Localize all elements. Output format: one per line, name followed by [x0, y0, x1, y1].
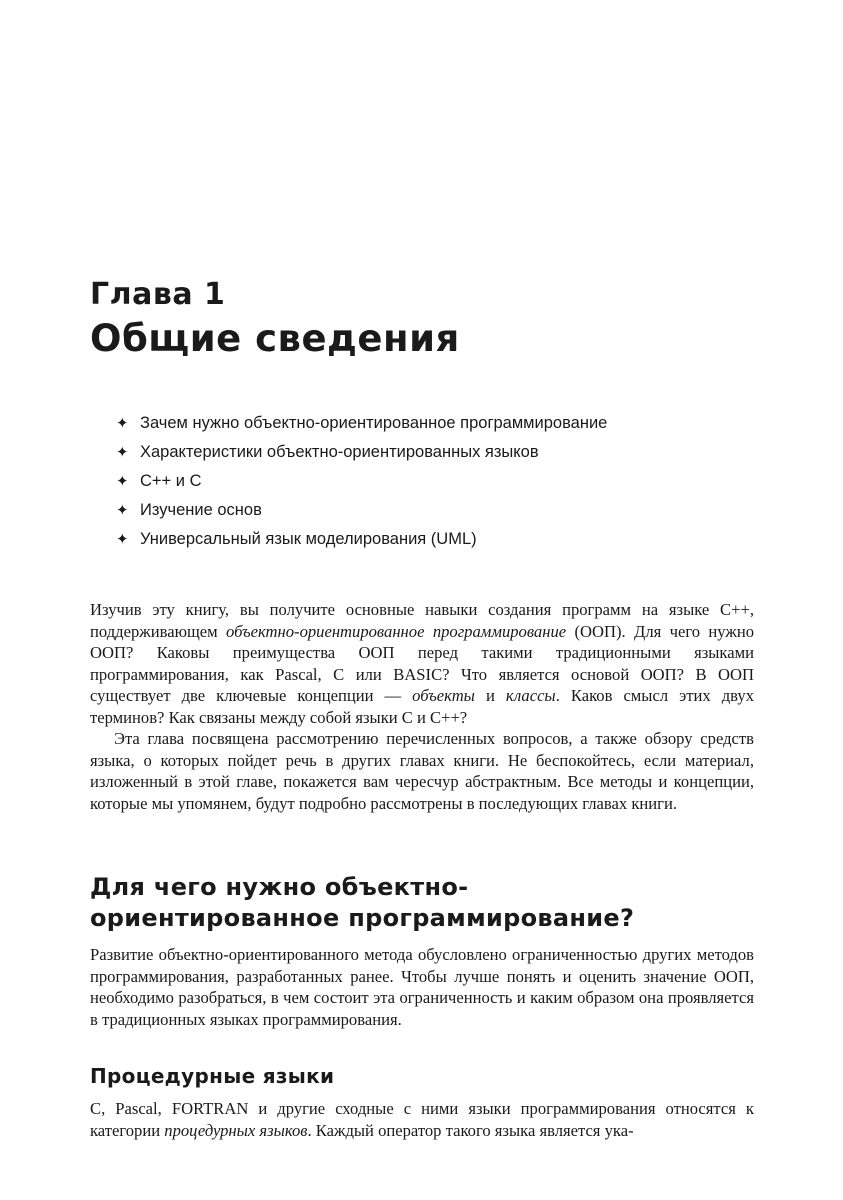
text-run: С, Pascal, FORTRAN и другие сходные с ними языки программирования относятся к категории — [90, 1099, 754, 1140]
intro-paragraph-1 — [90, 599, 754, 728]
text-run: (ООП). Для чего нужно ООП? Каковы преимущества ООП перед такими традиционными языками программирования, как Pascal, С или BASIC? Что является основой ООП? В ООП существует две ключевые концепции — — [90, 621, 755, 705]
text-run: . Каков смысл этих двух терминов? Как связаны между собой языки С и С++? — [90, 686, 755, 727]
emphasis-term: объектно-ориентированное программирование — [226, 621, 567, 641]
star-bullet-icon: ✦ — [116, 473, 129, 490]
intro-text — [90, 599, 754, 814]
emphasis-term: процедурных языков — [164, 1120, 308, 1140]
section-paragraph: Развитие объектно-ориентированного метода обусловлено ограниченностью других методов программирования, разработанных ранее. Чтобы лучше понять и оценить значение ООП, необходимо разобраться, в чем состоит эта ограниченность и каким образом она проявляется в традиционных языках программирования. — [90, 945, 754, 1029]
text-run: . Каждый оператор такого языка является ука- — [307, 1120, 634, 1140]
emphasis-term: объекты — [412, 686, 475, 705]
topic-label: Универсальный язык моделирования (UML) — [140, 530, 477, 548]
star-bullet-icon: ✦ — [116, 531, 129, 548]
star-bullet-icon: ✦ — [116, 502, 129, 519]
chapter-header — [90, 276, 460, 362]
subsection-text — [90, 1098, 754, 1141]
intro-paragraph-2: Эта глава посвящена рассмотрению перечисленных вопросов, а также обзору средств языка, о которых пойдет речь в других главах книги. Не беспокойтесь, если материал, изложенный в этой главе, покажется вам чересчур абстрактным. Все методы и концепции, которые мы упомянем, будут подробно рассмотрены в последующих главах книги. — [90, 729, 754, 813]
chapter-title: Общие сведения — [90, 317, 460, 360]
topic-label: Зачем нужно объектно-ориентированное программирование — [140, 414, 608, 432]
topic-item — [116, 438, 607, 467]
section-heading — [90, 872, 754, 934]
topic-item — [116, 525, 607, 554]
subsection-heading: Процедурные языки — [90, 1064, 335, 1088]
star-bullet-icon: ✦ — [116, 444, 129, 461]
topic-item — [116, 496, 607, 525]
topic-label: С++ и С — [140, 472, 202, 490]
emphasis-term: классы — [505, 686, 556, 705]
section-heading-line: ориентированное программирование? — [90, 904, 635, 932]
text-run: Изучив эту книгу, вы получите основные навыки создания программ на языке С++, поддерживающем — [90, 600, 754, 641]
topic-label: Изучение основ — [140, 501, 262, 519]
section-heading-line: Для чего нужно объектно- — [90, 873, 469, 901]
topic-item — [116, 409, 607, 438]
topic-item — [116, 467, 607, 496]
chapter-number: Глава 1 — [90, 277, 226, 312]
text-run: и — [474, 686, 506, 705]
section-text — [90, 944, 754, 1030]
topic-label: Характеристики объектно-ориентированных языков — [140, 443, 539, 461]
chapter-topics-list — [116, 409, 607, 554]
star-bullet-icon: ✦ — [116, 415, 129, 432]
subsection-paragraph — [90, 1098, 754, 1141]
